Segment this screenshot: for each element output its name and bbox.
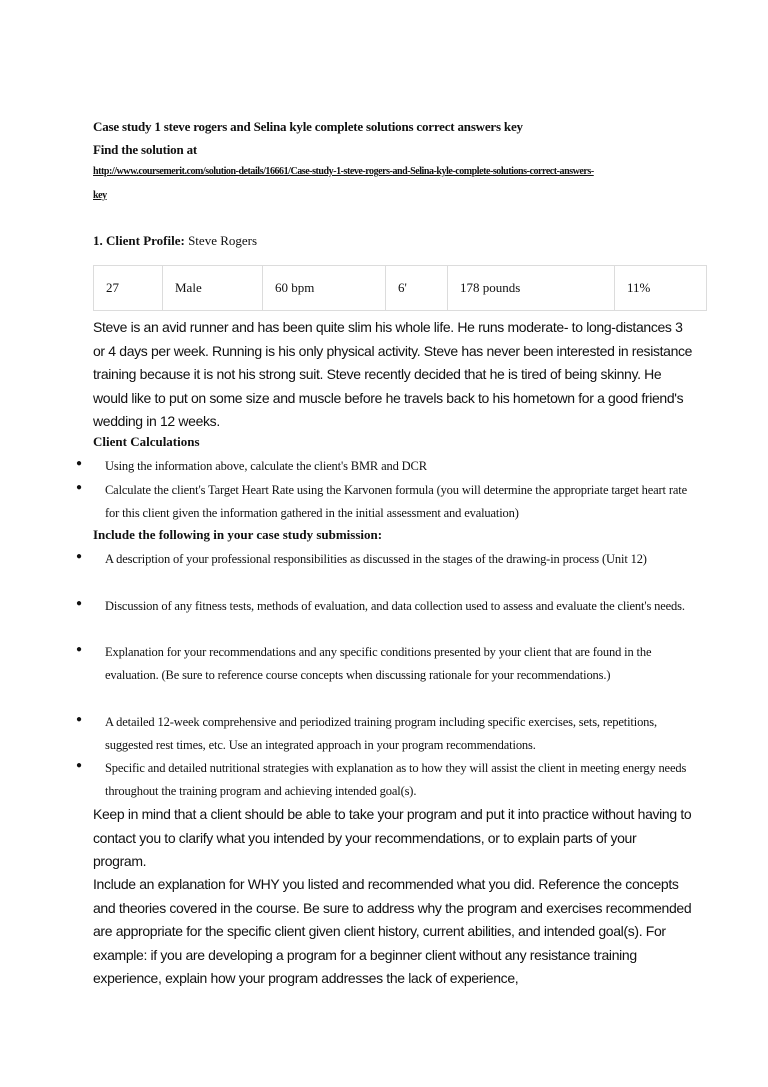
table-cell-heart-rate: 60 bpm [263,266,386,311]
document-title: Case study 1 steve rogers and Selina kyle complete solutions correct answers key [93,119,523,134]
list-item-text: Explanation for your recommendations and any specific conditions presented by your client that are found in the evaluation. (Be sure to reference course concepts when discussing rationale for your recommendations.) [105,645,652,683]
table-cell-height: 6' [386,266,448,311]
solution-link-line-1[interactable]: http://www.coursemerit.com/solution-details/16661/Case-study-1-steve-rogers-and-Selina-kyle-complete-solutions-correct-answers- [93,166,594,177]
bullet-icon: ● [76,598,83,609]
client-profile-table [93,265,707,311]
bullet-icon: ● [76,551,83,562]
client-profile-name: Steve Rogers [188,233,258,248]
list-item-text: Specific and detailed nutritional strategies with explanation as to how they will assist the client in meeting energy needs throughout the training program and achieving intended goal(s). [105,761,687,799]
table-cell-age: 27 [94,266,163,311]
client-calculations-heading: Client Calculations [93,434,200,449]
explanation-paragraph: Include an explanation for WHY you listed and recommended what you did. Reference the concepts and theories covered in the course. Be sure to address why the program and exercises recommended are appropriate for the specific client given client history, current abilities, and intended goal(s). For example: if you are developing a program for a beginner client without any resistance training experience, explain how your program addresses the lack of experience, [93,876,692,986]
table-row [94,266,707,311]
list-item-text: Discussion of any fitness tests, methods of evaluation, and data collection used to assess and evaluate the client's needs. [105,599,685,613]
client-profile-heading [93,233,257,249]
bullet-icon: ● [76,714,83,725]
solution-link-line-2[interactable]: key [93,190,107,201]
list-item-text: Using the information above, calculate the client's BMR and DCR [105,459,427,473]
bullet-icon: ● [76,644,83,655]
list-item-text: A detailed 12-week comprehensive and periodized training program including specific exercises, sets, repetitions, suggested rest times, etc. Use an integrated approach in your program recommendations. [105,715,657,753]
table-cell-weight: 178 pounds [448,266,615,311]
bullet-icon: ● [76,458,83,469]
client-profile-label: 1. Client Profile: [93,233,185,248]
client-description: Steve is an avid runner and has been quite slim his whole life. He runs moderate- to long-distances 3 or 4 days per week. Running is his only physical activity. Steve has never been interested in resistance training because it is not his strong suit. Steve recently decided that he is tired of being skinny. He would like to put on some size and muscle before he travels back to his hometown for a good friend's wedding in 12 weeks. [93,319,693,429]
bullet-icon: ● [76,760,83,771]
keep-in-mind-paragraph: Keep in mind that a client should be able to take your program and put it into practice without having to contact you to clarify what you intended by your recommendations, or to explain parts of your program. [93,806,692,869]
submission-requirements-heading: Include the following in your case study submission: [93,527,383,542]
table-cell-gender: Male [163,266,263,311]
bullet-icon: ● [76,482,83,493]
find-solution-label: Find the solution at [93,142,197,157]
table-cell-body-fat: 11% [615,266,707,311]
list-item-text: A description of your professional responsibilities as discussed in the stages of the drawing-in process (Unit 12) [105,552,647,566]
list-item-text: Calculate the client's Target Heart Rate using the Karvonen formula (you will determine the appropriate target heart rate for this client given the information gathered in the initial assessment and evaluation) [105,483,687,521]
